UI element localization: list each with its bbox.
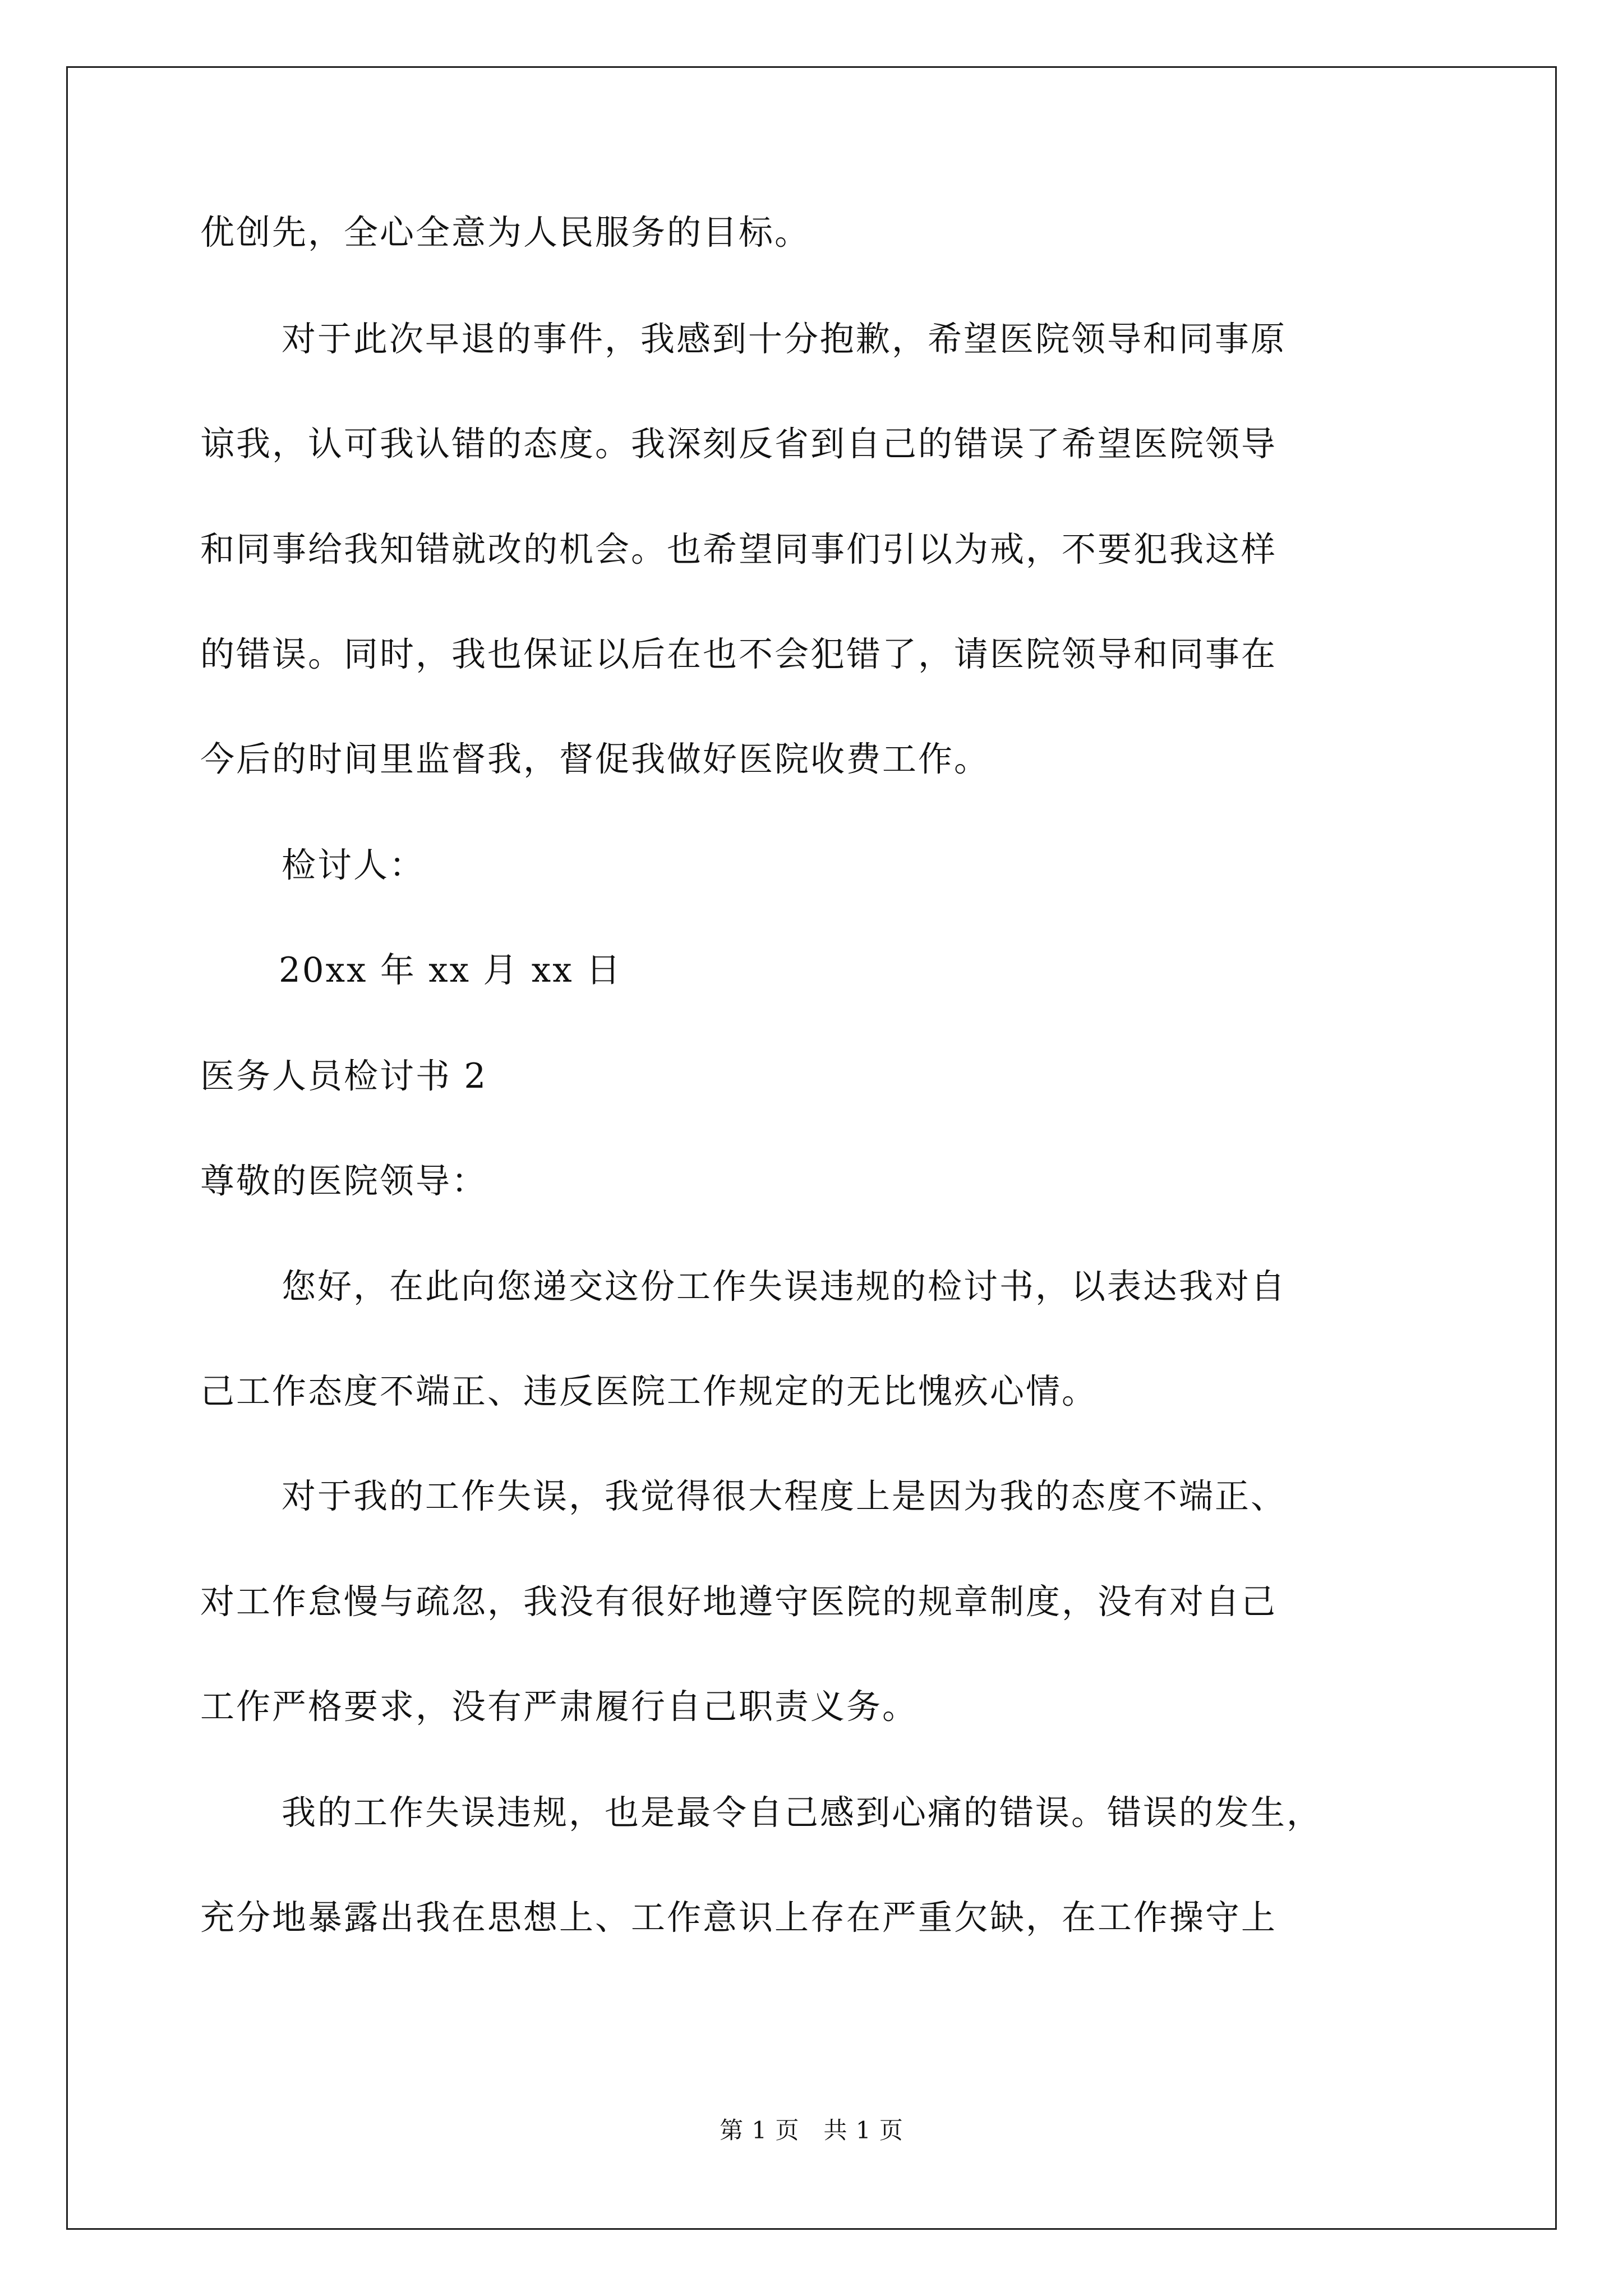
body-line-11: 您好，在此向您递交这份工作失误违规的检讨书，以表达我对自 bbox=[282, 1267, 1287, 1306]
body-line-12: 己工作态度不端正、违反医院工作规定的无比愧疚心情。 bbox=[200, 1372, 1098, 1411]
body-line-5: 的错误。同时，我也保证以后在也不会犯错了，请医院领导和同事在 bbox=[200, 634, 1278, 674]
date-line: 20xx 年 xx 月 xx 日 bbox=[279, 950, 622, 990]
body-line-6: 今后的时间里监督我，督促我做好医院收费工作。 bbox=[200, 739, 990, 779]
body-line-16: 我的工作失误违规，也是最令自己感到心痛的错误。错误的发生， bbox=[282, 1793, 1323, 1833]
body-line-1: 优创先，全心全意为人民服务的目标。 bbox=[200, 213, 811, 252]
body-line-14: 对工作怠慢与疏忽，我没有很好地遵守医院的规章制度，没有对自己 bbox=[200, 1582, 1278, 1622]
body-line-17: 充分地暴露出我在思想上、工作意识上存在严重欠缺，在工作操守上 bbox=[200, 1898, 1278, 1938]
signature-label: 检讨人： bbox=[282, 845, 426, 885]
salutation: 尊敬的医院领导： bbox=[200, 1161, 488, 1201]
body-line-2: 对于此次早退的事件，我感到十分抱歉，希望医院领导和同事原 bbox=[282, 319, 1287, 359]
body-line-3: 谅我，认可我认错的态度。我深刻反省到自己的错误了希望医院领导 bbox=[200, 424, 1278, 464]
body-line-13: 对于我的工作失误，我觉得很大程度上是因为我的态度不端正、 bbox=[282, 1476, 1287, 1516]
body-line-4: 和同事给我知错就改的机会。也希望同事们引以为戒，不要犯我这样 bbox=[200, 530, 1278, 569]
page-footer: 第 1 页 共 1 页 bbox=[720, 2116, 903, 2144]
body-line-15: 工作严格要求，没有严肃履行自己职责义务。 bbox=[200, 1687, 919, 1727]
section-title: 医务人员检讨书 2 bbox=[200, 1056, 488, 1096]
